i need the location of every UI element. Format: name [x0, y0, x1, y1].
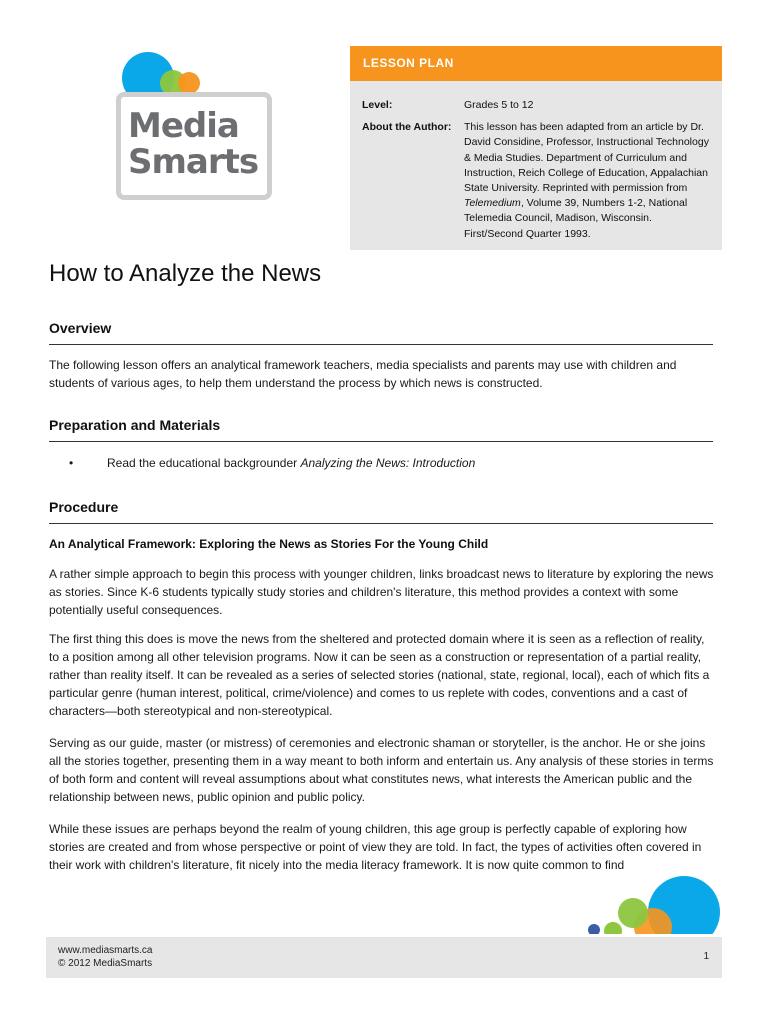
bullet-text [107, 454, 475, 472]
deco-green-circle [618, 898, 648, 928]
procedure-paragraph-1: A rather simple approach to begin this process with younger children, links broadcast news to literature by exploring the news as stories. Since K-6 students typically study stories and children's literature, this method provides a context with some potentially useful consequences. [49, 567, 714, 617]
level-row [350, 98, 722, 113]
author-value [464, 120, 710, 242]
lesson-plan-header: LESSON PLAN [350, 46, 722, 81]
author-label: About the Author: [362, 121, 452, 134]
logo-wordmark [128, 108, 258, 180]
level-label: Level: [362, 99, 393, 111]
procedure-paragraph-3: Serving as our guide, master (or mistress) of ceremonies and electronic shaman or storyteller, is the anchor. He or she joins all the stories together, presenting them in a way meant to both inform and entertain us. Any analysis of these stories in terms of both form and content will reveal assumptions about what constitutes news, what interests the American public and the relationship between news, public opinion and public policy. [49, 736, 714, 804]
footer-url[interactable]: www.mediasmarts.ca [58, 945, 153, 956]
deco-small-green-circle [604, 922, 622, 934]
preparation-heading: Preparation and Materials [49, 417, 713, 442]
decorative-circles [584, 874, 724, 934]
procedure-paragraph-4: While these issues are perhaps beyond the realm of young children, this age group is perfectly capable of exploring how stories are created and from whose perspective or point of view they are told. In fact, the types of activities often covered in their work with children's literature, fit nicely into the media literacy framework. It is now quite common to find [49, 822, 702, 872]
bullet-text-plain: Read the educational backgrounder [107, 456, 301, 470]
deco-navy-dot [588, 924, 600, 934]
level-value: Grades 5 to 12 [464, 99, 534, 111]
author-text: This lesson has been adapted from an article by Dr. David Considine, Professor, Instructional Technology & Media Studies. Department of Curriculum and Instruction, Reich College of Education, Appalachian State University. Reprinted with permission from [464, 121, 709, 195]
procedure-subheading: An Analytical Framework: Exploring the News as Stories For the Young Child [49, 537, 489, 551]
logo-orange-circle [178, 72, 200, 94]
page-title: How to Analyze the News [49, 260, 322, 287]
author-publication: Telemedium [464, 197, 521, 210]
list-item [69, 454, 475, 472]
procedure-paragraph-2: The first thing this does is move the news from the sheltered and protected domain where it is seen as a reflection of reality, to a position among all other television programs. Now it can be seen as a construction or representation of a partial reality, rather than reality itself. It can be revealed as a series of selected stories (national, state, regional, local), each of which fits a particular genre (human interest, political, crime/violence) and comes to us replete with codes, conventions and a cast of characters—both stereotypical and non-stereotypical. [49, 632, 710, 718]
footer-copyright: © 2012 MediaSmarts [58, 958, 153, 969]
backgrounder-title: Analyzing the News: Introduction [300, 456, 476, 470]
procedure-heading: Procedure [49, 499, 713, 524]
author-text-end: , Volume 39, Numbers 1-2, National Telemedia Council, Madison, Wisconsin. First/Second Quarter 1993. [464, 197, 688, 240]
overview-text: The following lesson offers an analytical framework teachers, media specialists and parents may use with children and students of various ages, to help them understand the process by which news is constructed. [49, 358, 677, 390]
lesson-plan-box [350, 46, 722, 250]
mediasmarts-logo [112, 50, 272, 196]
page-footer [46, 937, 722, 978]
logo-line-2: Smarts [128, 142, 259, 182]
author-row [350, 120, 722, 242]
page-number: 1 [703, 951, 709, 962]
bullet-icon: • [69, 456, 74, 470]
overview-heading: Overview [49, 320, 713, 345]
logo-line-1: Media [128, 106, 239, 146]
